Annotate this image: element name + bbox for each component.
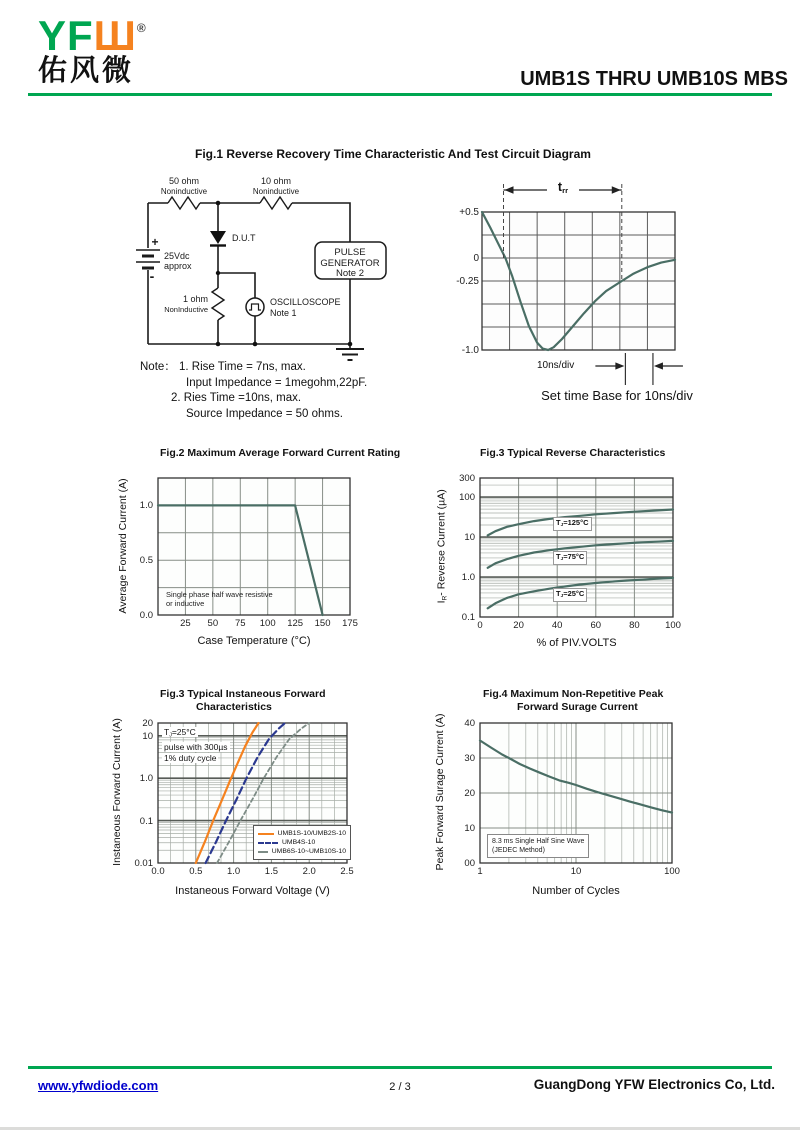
x-tick-label: 150	[314, 618, 331, 629]
junction-dot	[216, 342, 221, 347]
battery-minus-label: -	[149, 268, 155, 284]
x-tick-label: 1.5	[264, 866, 278, 877]
tj-value: =25°C	[563, 589, 585, 598]
resistor-1ohm-sublabel: NonInductive	[164, 305, 208, 314]
company-name: GuangDong YFW Electronics Co, Ltd.	[533, 1077, 775, 1092]
resistor-1ohm-label: 1 ohm	[182, 294, 208, 304]
legend-label-umb6s: UMB6S-10~UMB10S-10	[271, 848, 346, 855]
fig4-note-line2: (JEDEC Method)	[492, 847, 545, 854]
legend-line-solid	[258, 833, 274, 835]
dut-diode-icon	[210, 231, 226, 244]
note-line-3: 2. Ries Time =10ns, max.	[171, 392, 302, 404]
y-tick-label: 10	[142, 730, 153, 742]
trr-subscript: rr	[562, 185, 569, 195]
y-tick-label: 1.0	[139, 500, 153, 512]
y-tick-label: 00	[464, 858, 475, 869]
x-tick-label: 40	[551, 620, 563, 631]
resistor-50ohm	[168, 197, 200, 209]
tj-value: =125°C	[563, 518, 589, 527]
y-tick-label: 20	[142, 718, 153, 729]
junction-dot	[348, 342, 353, 347]
curve-label-tj25	[553, 588, 587, 602]
company-logo	[38, 8, 147, 86]
fig3-forward-conditions	[162, 727, 230, 765]
y-tick-label: 1.0	[461, 572, 475, 584]
curve-label-tj125	[553, 517, 592, 531]
note-line-4: Source Impedance = 50 ohms.	[186, 407, 343, 420]
footer-divider	[28, 1066, 772, 1069]
legend-label-umb4s: UMB4S-10	[282, 839, 316, 846]
junction-dot	[216, 201, 221, 206]
website-link[interactable]: www.yfwdiode.com	[38, 1078, 159, 1093]
fig4-note-line1: 8.3 ms Single Half Sine Wave	[492, 838, 585, 845]
curve-label-tj75	[553, 551, 587, 565]
y-tick-label: 100	[459, 492, 475, 504]
fig3-forward-legend	[253, 825, 351, 860]
fig2-annotation-line1: Single phase half wave resistive	[166, 590, 273, 599]
x-tick-label: 0.0	[151, 866, 165, 877]
x-tick-label: 25	[180, 618, 191, 629]
y-tick-label: 40	[464, 718, 475, 729]
x-tick-label: 125	[287, 618, 304, 629]
junction-dot	[216, 271, 220, 275]
resistor-1ohm	[212, 288, 224, 320]
x-tick-label: 80	[629, 620, 640, 631]
x-tick-label: 175	[342, 618, 358, 629]
x-tick-label: 2.5	[340, 866, 354, 877]
time-base-caption: Set time Base for 10ns/div	[541, 388, 693, 403]
fig4-chart	[425, 686, 735, 923]
resistor-10ohm	[260, 197, 292, 209]
fig2-x-axis-label: Case Temperature (°C)	[197, 635, 311, 647]
time-per-div-label: 10ns/div	[537, 360, 575, 371]
fig1-title: Fig.1 Reverse Recovery Time Characteristic And Test Circuit Diagram	[195, 147, 591, 161]
x-tick-label: 10	[570, 866, 582, 877]
fig2-y-axis-label: Average Forward Current (A)	[117, 478, 129, 614]
condition-pulse: pulse with 300µs	[164, 741, 228, 752]
fig4-title-line2: Forward Surage Current	[517, 701, 638, 713]
y-tick-label: 300	[459, 473, 475, 484]
waveform-ytick-0: 0	[473, 253, 479, 264]
fig2-title: Fig.2 Maximum Average Forward Current Rating	[160, 447, 401, 459]
fig3-reverse-title: Fig.3 Typical Reverse Characteristics	[480, 447, 666, 459]
header-divider	[28, 93, 772, 96]
trr-label	[547, 180, 579, 197]
trr-symbol: t	[557, 180, 563, 194]
legend-line-dashed-short	[258, 851, 268, 853]
fig4-y-axis-label: Peak Forward Surage Current (A)	[434, 713, 446, 871]
note-line-1: Note： 1. Rise Time = 7ns, max.	[140, 361, 306, 373]
fig3-forward-x-axis-label: Instaneous Forward Voltage (V)	[175, 885, 330, 897]
fig2-annotation	[166, 590, 273, 608]
y-tick-label: 10	[464, 532, 475, 544]
tj-symbol: T	[556, 518, 561, 527]
fig4-test-conditions	[487, 834, 589, 858]
x-tick-label: 0.5	[189, 866, 203, 877]
ylabel-rest: - Reverse Current (µA)	[435, 489, 448, 596]
fig3-forward-y-axis-label: Instaneous Forward Current (A)	[111, 718, 123, 866]
y-tick-label: 20	[464, 788, 475, 799]
x-tick-label: 60	[590, 620, 602, 631]
x-tick-label: 50	[207, 618, 219, 629]
legend-line-dashed	[258, 842, 278, 844]
x-tick-label: 20	[513, 620, 524, 631]
fig3-reverse-chart	[425, 443, 735, 673]
y-tick-label: 0.01	[134, 858, 153, 869]
resistor-10ohm-sublabel: Noninductive	[252, 187, 300, 196]
page-title: UMB1S THRU UMB10S MBS	[520, 68, 788, 90]
tj-value: =75°C	[563, 552, 585, 561]
x-tick-label: 2.0	[302, 866, 316, 877]
fig3-reverse-x-axis-label: % of PIV.VOLTS	[536, 637, 617, 649]
x-tick-label: 1	[477, 866, 483, 877]
tj-symbol: T	[556, 589, 561, 598]
fig4-x-axis-label: Number of Cycles	[532, 885, 620, 897]
tj-subscript: J	[169, 732, 172, 739]
tj-value: =25°C	[171, 727, 196, 737]
tj-subscript: J	[560, 522, 564, 528]
logo-yf: YF	[38, 12, 94, 59]
condition-duty: 1% duty cycle	[164, 753, 217, 764]
pulse-generator-label-2: GENERATOR	[320, 258, 380, 269]
fig1-waveform-plot	[455, 172, 785, 422]
tj-subscript: J	[560, 556, 564, 562]
fig2-chart	[100, 443, 410, 673]
y-tick-label: 30	[464, 753, 475, 764]
ylabel-symbol: I	[435, 600, 448, 604]
y-tick-label: 0.0	[139, 610, 153, 621]
page-number: 2 / 3	[389, 1081, 411, 1093]
y-tick-label: 0.1	[461, 612, 475, 623]
fig4-title-line1: Fig.4 Maximum Non-Repetitive Peak	[483, 688, 664, 700]
resistor-50ohm-sublabel: Noninductive	[160, 187, 208, 196]
tj-symbol: T	[556, 552, 561, 561]
waveform-ytick-neg025: -0.25	[456, 276, 479, 287]
battery-plus-label: +	[151, 235, 159, 249]
y-tick-label: 0.5	[139, 555, 153, 567]
pulse-generator-label-3: Note 2	[336, 268, 364, 279]
dut-label: D.U.T	[232, 233, 256, 243]
legend-label-umb1s: UMB1S-10/UMB2S-10	[277, 830, 346, 837]
tj-subscript: J	[560, 593, 564, 599]
ylabel-subscript: R	[441, 595, 449, 601]
x-tick-label: 100	[665, 620, 681, 631]
battery-approx-label: approx	[164, 261, 192, 271]
fig2-annotation-line2: or inductive	[166, 599, 205, 608]
resistor-50ohm-label: 50 ohm	[168, 176, 200, 186]
fig3-forward-title-line1: Fig.3 Typical Instaneous Forward	[160, 688, 326, 700]
y-tick-label: 1.0	[139, 773, 153, 785]
note-line-2: Input Impedance = 1megohm,22pF.	[186, 376, 368, 389]
fig3-forward-title-line2: Characteristics	[196, 701, 272, 713]
waveform-ytick-0.5: +0.5	[459, 207, 479, 218]
pulse-generator-label-1: PULSE	[334, 247, 366, 258]
tj-symbol: T	[164, 727, 170, 737]
fig1-notes	[140, 360, 367, 422]
resistor-10ohm-label: 10 ohm	[260, 176, 292, 186]
logo-w: Ш	[93, 12, 137, 59]
logo-latin-text	[38, 8, 147, 59]
fig3-forward-chart	[100, 686, 410, 923]
waveform-ytick-neg1: -1.0	[461, 345, 479, 356]
x-tick-label: 100	[664, 866, 680, 877]
battery-voltage-label: 25Vdc	[164, 251, 190, 261]
y-tick-label: 0.1	[139, 815, 153, 827]
x-tick-label: 1.0	[226, 866, 241, 877]
condition-tj	[162, 727, 198, 737]
oscilloscope-label: OSCILLOSCOPE	[270, 297, 341, 307]
logo-chinese-text: 佑风微	[38, 55, 135, 87]
fig1-test-circuit-diagram	[130, 168, 475, 380]
fig1-waveform-chart	[455, 172, 785, 422]
x-tick-label: 0	[477, 620, 483, 631]
x-tick-label: 100	[259, 618, 276, 629]
registered-trademark-icon: ®	[136, 21, 147, 35]
oscilloscope-note-label: Note 1	[270, 308, 297, 318]
x-tick-label: 75	[234, 618, 246, 629]
junction-dot	[253, 342, 258, 347]
y-tick-label: 10	[464, 823, 475, 834]
oscilloscope-symbol	[246, 298, 264, 316]
